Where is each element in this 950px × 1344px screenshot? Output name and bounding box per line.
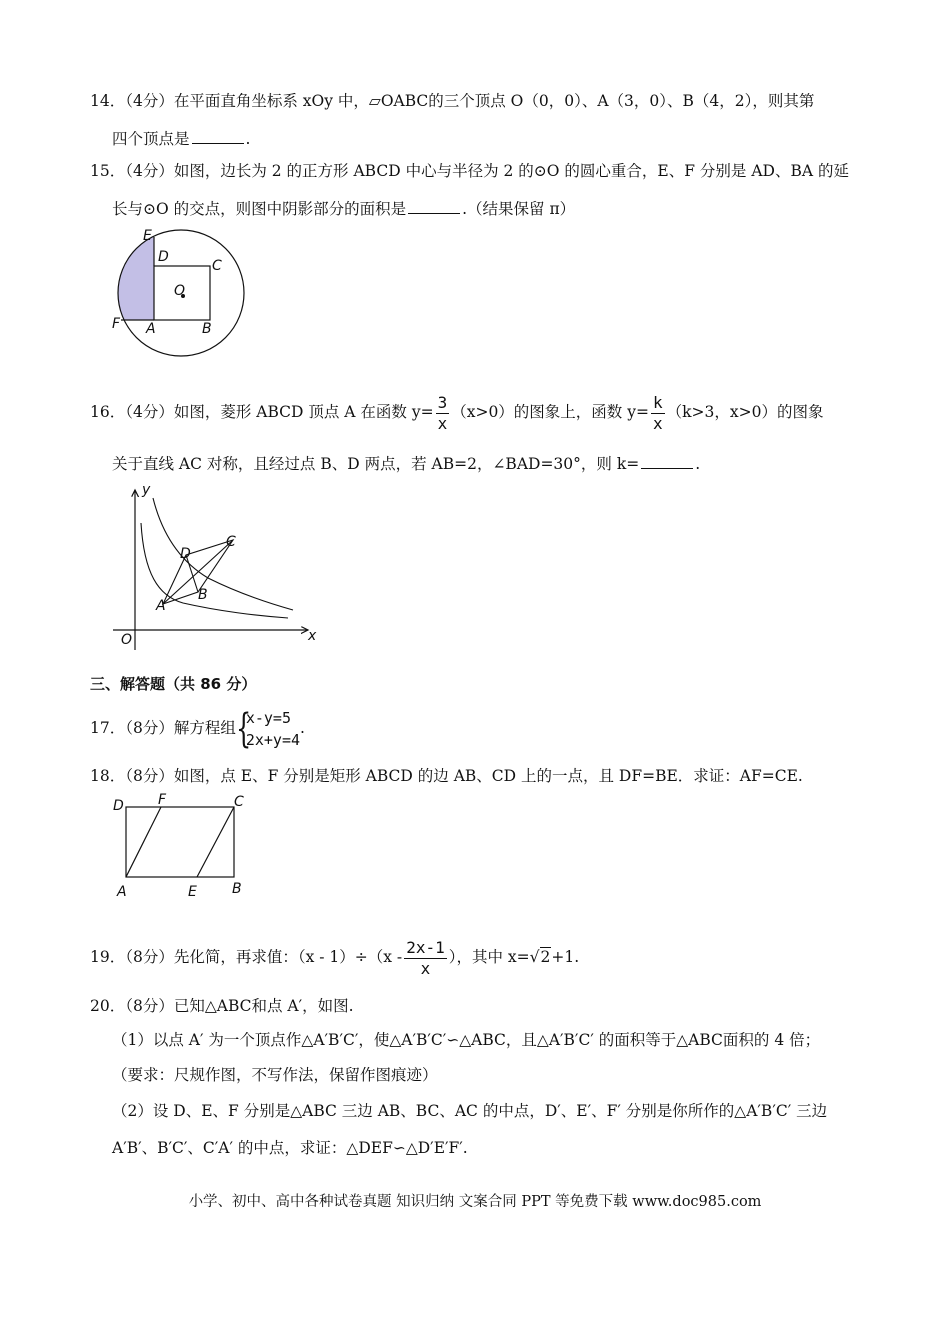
q16-end: . [695,455,701,473]
q17-equation-system [236,707,300,751]
q18-segment-ec [197,807,234,877]
q15-answer-blank [408,199,460,214]
q16-label-x: x [308,628,317,644]
q19-post: +1. [551,948,580,966]
q16-label-y: y [142,482,151,498]
q16-fraction-k-over-x [651,393,665,434]
q14-end: . [245,130,251,148]
q14-line2 [112,128,250,150]
q19-line [90,935,579,979]
q15-label-B: B [202,321,212,337]
q15-label-F: F [112,316,121,332]
q16-frac2-num: k [652,392,663,412]
q20-line2: （1）以点 A′ 为一个顶点作△A′B′C′，使△A′B′C′∽△ABC，且△A′B′C′ 的面积等于△ABC面积的 4 倍； [112,1031,821,1049]
q18-label-D: D [113,798,124,814]
q19-pre: 19．（8分）先化简，再求值：（x - 1）÷（x - [90,948,403,966]
q15-line1: 15．（4分）如图，边长为 2 的正方形 ABCD 中心与半径为 2 的⊙O 的圆心重合，E、F 分别是 AD、BA 的延 [90,162,849,180]
q16-line2-text: 关于直线 AC 对称，且经过点 B、D 两点，若 AB=2，∠BAD=30°，则 k= [112,455,640,473]
q15-label-A: A [146,321,156,337]
q16-line1 [90,392,823,434]
q15-figure [108,225,258,365]
q16-mid: （x>0）的图象上，函数 y= [451,403,649,421]
q16-pre: 16．（4分）如图，菱形 ABCD 顶点 A 在函数 y= [90,403,434,421]
q16-fraction-3-over-x [436,393,450,434]
q18-label-C: C [234,794,244,810]
q15-label-C: C [212,258,222,274]
q16-label-C: C [226,534,236,550]
q16-label-B: B [198,587,208,603]
q18-segment-af [126,807,161,877]
q19-sqrt-symbol: √ [529,948,540,966]
q18-rectangle [126,807,234,877]
q16-label-O: O [121,632,133,648]
q15-label-D: D [158,249,169,265]
q16-label-A: A [156,598,166,614]
q18-text: 18．（8分）如图，点 E、F 分别是矩形 ABCD 的边 AB、CD 上的一点，且 DF=BE．求证：AF=CE. [90,767,803,785]
q17-end: . [300,719,305,737]
q15-line2b: .（结果保留 π） [462,200,576,218]
q16-label-D: D [180,546,191,562]
q14-line2-text: 四个顶点是 [112,130,190,148]
q16-line2 [112,453,700,475]
q19-frac-den: x [420,958,431,978]
q16-answer-blank [641,454,693,469]
q19-sqrt-value: 2 [540,948,551,966]
q15-line2a: 长与⊙O 的交点，则图中阴影部分的面积是 [112,200,407,218]
q16-figure [108,478,323,658]
q20-line4: （2）设 D、E、F 分别是△ABC 三边 AB、BC、AC 的中点，D′、E′、F′ 分别是你所作的△A′B′C′ 三边 [112,1102,828,1120]
q19-mid: ），其中 x= [448,948,530,966]
q16-frac1-num: 3 [437,392,448,412]
q18-label-F: F [158,792,167,808]
q15-label-E: E [143,228,152,244]
q14-answer-blank [192,129,244,144]
q17-pre: 17．（8分）解方程组 [90,719,236,737]
footer-text: 小学、初中、高中各种试卷真题 知识归纳 文案合同 PPT 等免费下载 www.doc985.com [188,1194,762,1210]
q17-brace: { [235,706,252,752]
q20-line5: A′B′、B′C′、C′A′ 的中点，求证：△DEF∽△D′E′F′. [112,1139,468,1157]
q19-fraction [404,938,447,979]
q17-line [90,706,305,751]
q16-frac2-den: x [652,413,663,433]
q17-eq1: x-y=5 [245,709,291,727]
q18-label-B: B [232,881,242,897]
q16-post: （k>3，x>0）的图象 [666,403,824,421]
q19-frac-num: 2x-1 [406,937,445,957]
q18-label-A: A [117,884,127,900]
q18-label-E: E [188,884,197,900]
q16-frac1-den: x [437,413,448,433]
q14-line1: 14．（4分）在平面直角坐标系 xOy 中，▱OABC的三个顶点 O（0，0）、A（3，0）、B（4，2），则其第 [90,92,815,110]
q17-eq2: 2x+y=4 [245,731,301,749]
q20-line3: （要求：尺规作图，不写作法，保留作图痕迹） [112,1066,438,1084]
q15-line2 [112,198,575,220]
q15-label-O: O [174,283,186,299]
section3-title: 三、解答题（共 86 分） [90,675,257,693]
q20-line1: 20．（8分）已知△ABC和点 A′，如图. [90,997,354,1015]
q18-figure [108,792,253,904]
